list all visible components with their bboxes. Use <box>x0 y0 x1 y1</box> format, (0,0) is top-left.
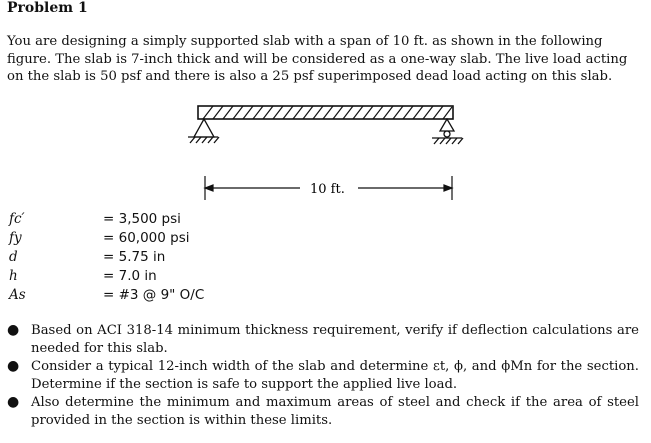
variable-list <box>9 210 204 305</box>
variable-value: = #3 @ 9" O/C <box>103 287 205 303</box>
variable-value: = 60,000 psi <box>103 230 190 246</box>
variable-value: = 5.75 in <box>103 249 166 265</box>
bullet-icon: ● <box>7 358 20 374</box>
task-list <box>7 322 639 430</box>
variable-as <box>9 286 204 305</box>
variable-symbol: h <box>9 268 18 284</box>
roller-support <box>432 119 463 144</box>
list-item <box>7 358 639 393</box>
bullet-icon: ● <box>7 394 20 410</box>
variable-d <box>9 248 204 267</box>
pin-support <box>188 119 219 143</box>
list-item <box>7 394 639 429</box>
problem-description: You are designing a simply supported slab with a span of 10 ft. as shown in the following figure. The slab is 7-inch thick and will be considered as a one-way slab. The live load acting on the slab is 50 psf and there is also a 25 psf superimposed dead load acting on this slab. <box>7 34 628 84</box>
slab <box>198 106 453 119</box>
variable-h <box>9 267 204 286</box>
list-item-text: Consider a typical 12-inch width of the slab and determine εt, ϕ, and ϕMn for the section. Determine if the section is safe to support the applied live load. <box>31 359 639 392</box>
variable-symbol: d <box>9 249 18 265</box>
bullet-icon: ● <box>7 322 20 338</box>
variable-symbol: fy <box>9 230 22 246</box>
variable-fc <box>9 210 204 229</box>
variable-fy <box>9 229 204 248</box>
variable-value: = 7.0 in <box>103 268 157 284</box>
problem-title: Problem 1 <box>7 0 88 16</box>
list-item-text: Based on ACI 318-14 minimum thickness requirement, verify if deflection calculations are needed for this slab. <box>31 323 639 356</box>
span-label: 10 ft. <box>310 182 345 197</box>
variable-value: = 3,500 psi <box>103 211 181 227</box>
variable-symbol: fc′ <box>9 211 25 227</box>
list-item-text: Also determine the minimum and maximum areas of steel and check if the area of steel provided in the section is within these limits. <box>31 395 639 428</box>
list-item <box>7 322 639 357</box>
variable-symbol: As <box>9 287 26 303</box>
